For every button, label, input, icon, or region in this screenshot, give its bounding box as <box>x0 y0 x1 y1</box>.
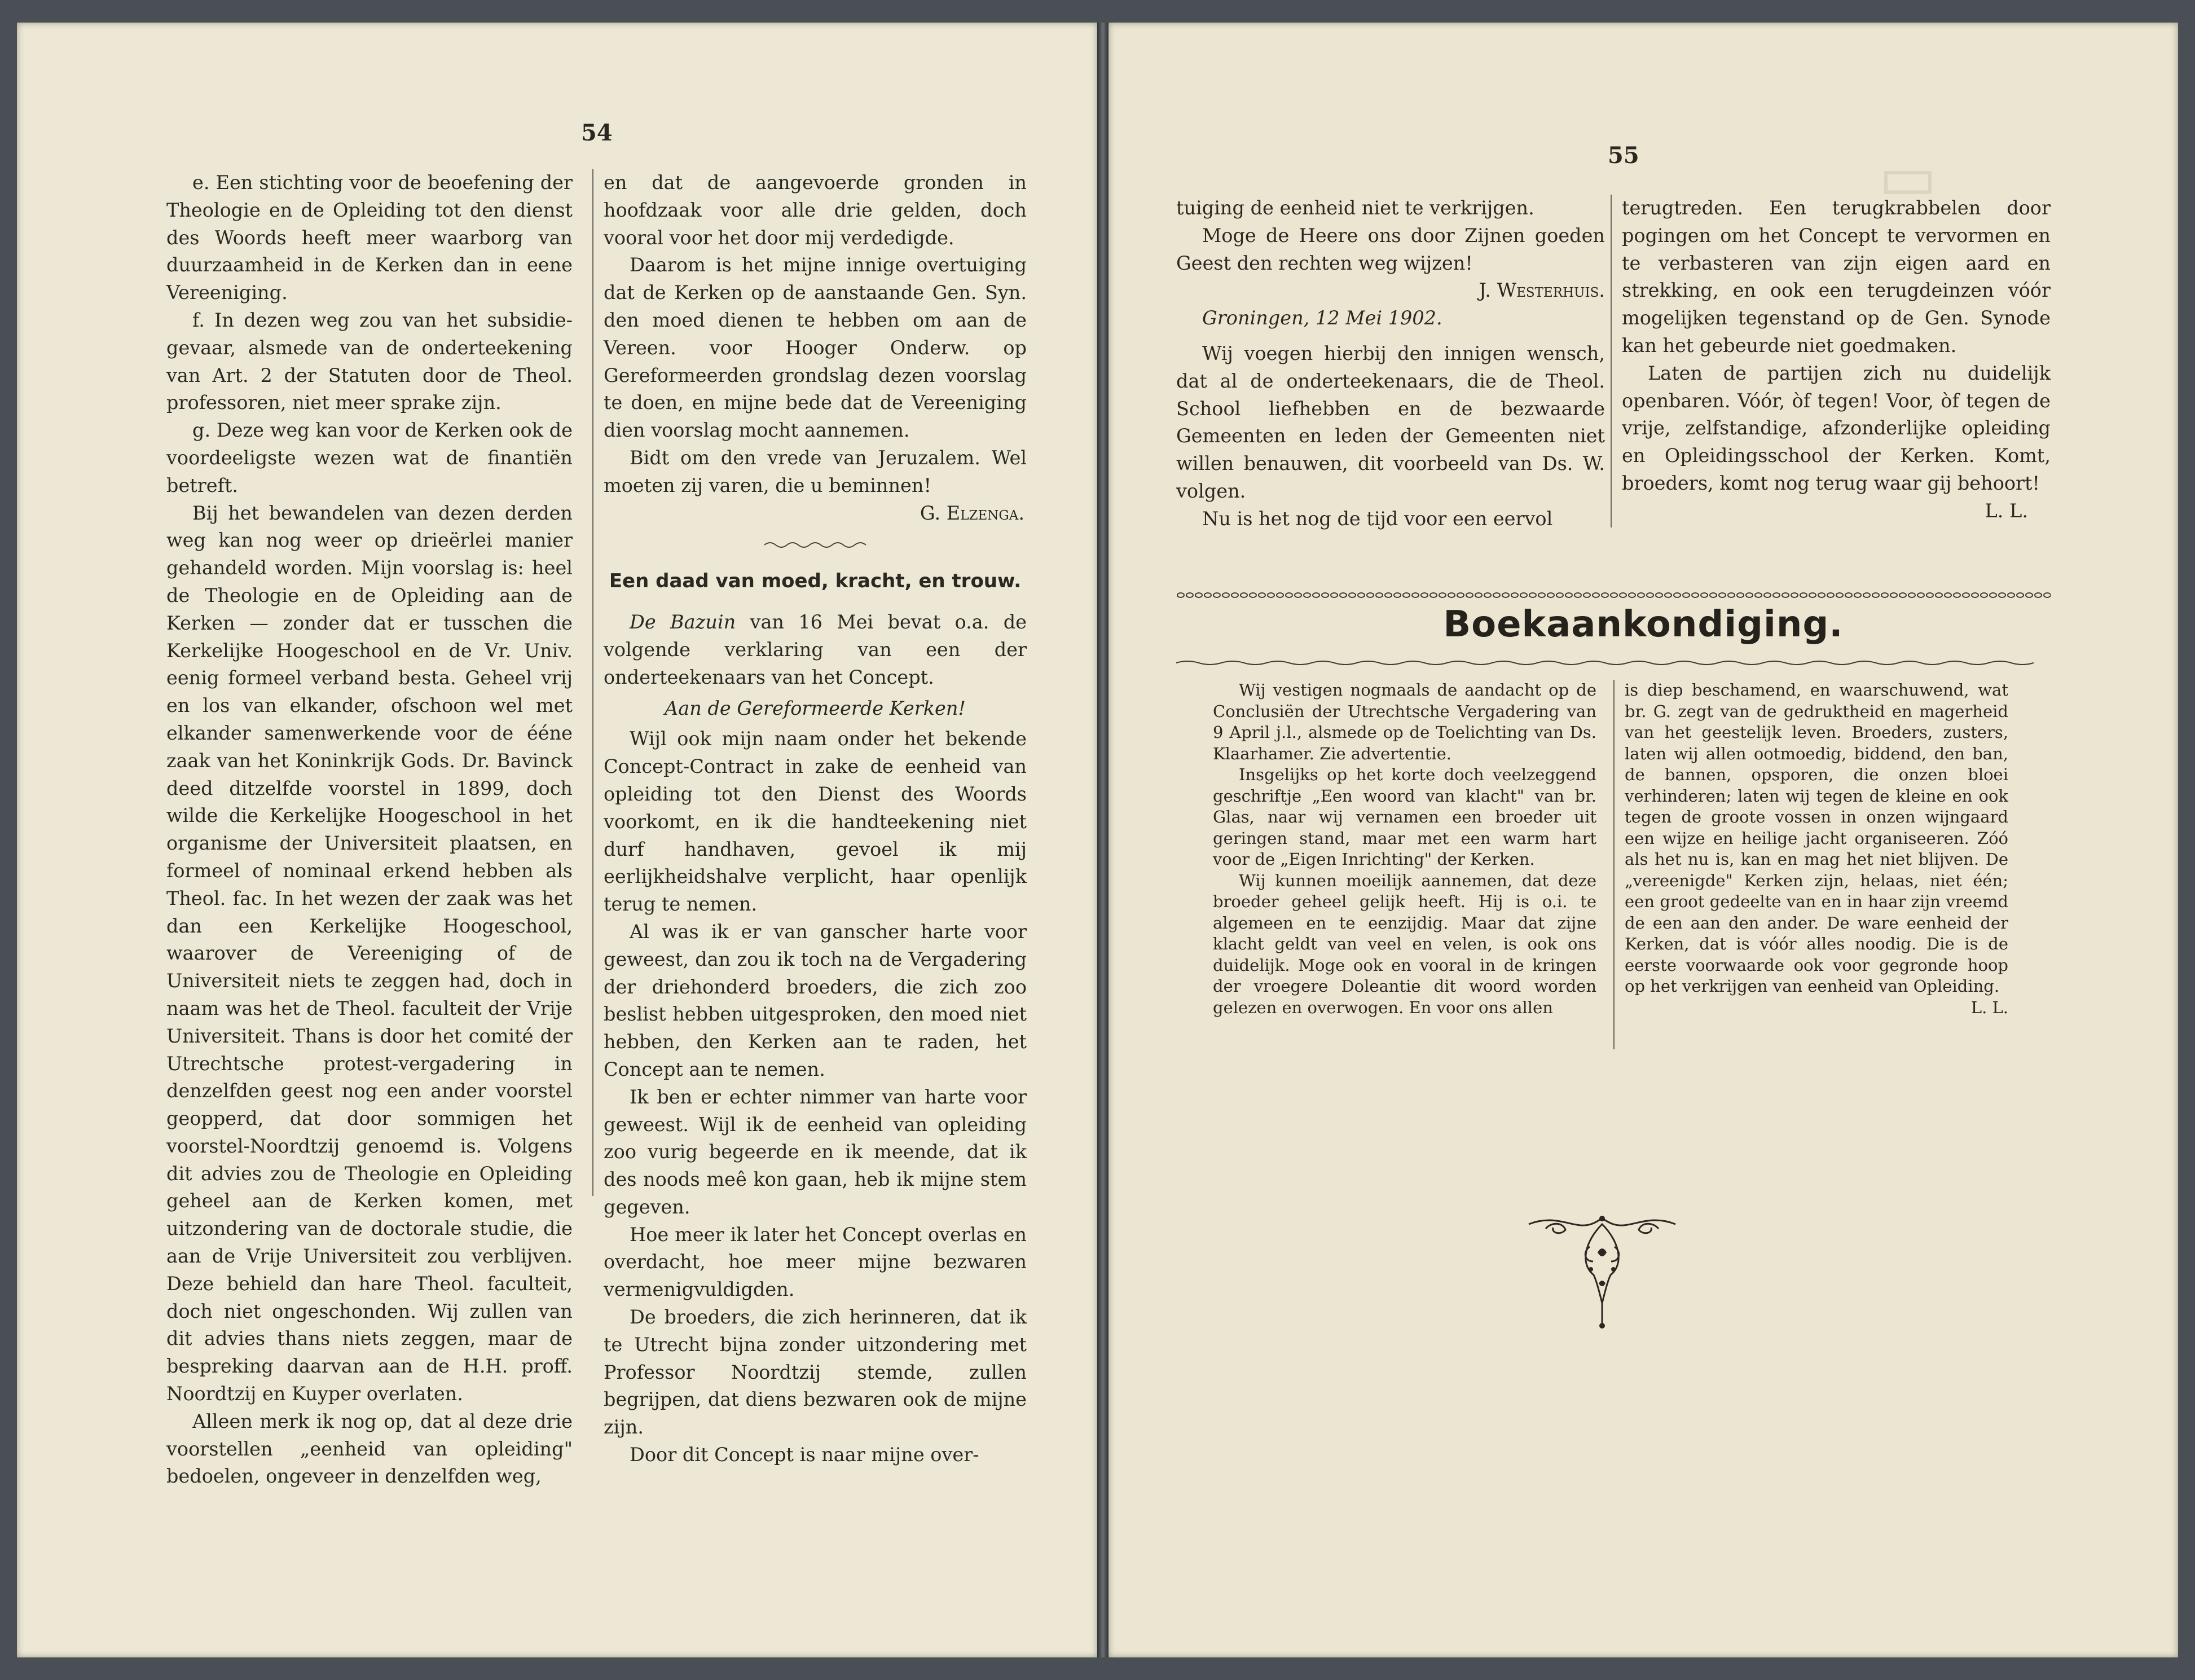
left-col2-body-paragraph: Wijl ook mijn naam onder het bekende Concept-Contract in zake de eenheid van opleiding tot den Dienst des Woords voorkomt, en ik die handteekening niet durf handhaven, gevoel ik mij eerlijkheidshalve verplicht, haar openlijk terug te nemen. <box>604 728 1027 916</box>
right-column-1 <box>1176 195 1605 533</box>
left-col1-paragraph: Bij het bewandelen van dezen derden weg kan nog weer op drieërlei manier gehandeld worden. Mijn voorslag is: heel de Theologie en de Opleiding aan de Kerken — zonder dat er tusschen die Kerkelijke Hoogeschool en de Vr. Univ. eenig formeel verband besta. Geheel vrij en los van elkander, ofschoon wel met elkander samenwerkende voor de ééne zaak van het Koninkrijk Gods. Dr. Bavinck deed ditzelfde voorstel in 1899, doch wilde die Kerkelijke Hoogeschool in het organisme der Universiteit plaatsen, en formeel of nominaal erkend hebben als Theol. fac. In het wezen der zaak was het dan een Kerkelijke Hoogeschool, waarover de Vereeniging of de Universiteit niets te zeggen had, doch in naam was het de Theol. faculteit der Vrije Universiteit. Thans is door het comité der Utrechtsche protest-vergadering in denzelfden geest nog een ander voorstel geopperd, dat door sommigen het voorstel-Noordtzij genoemd is. Volgens dit advies zou de Theologie en Opleiding geheel aan de Kerken komen, met uitzondering van de doctorale studie, die aan de Vrije Universiteit zou verblijven. Deze behield dan hare Theol. faculteit, doch niet ongeschonden. Wij zullen van dit advies thans niets zeggen, maar de bespreking daarvan aan de H.H. proff. Noordtzij en Kuyper overlaten. <box>166 502 573 1405</box>
right-col1-body-paragraph: Nu is het nog de tijd voor een eervol <box>1202 507 1553 530</box>
left-col1-paragraph: f. In dezen weg zou van het subsidie-gevaar, alsmede van de onderteekening van Art. 2 der Statuten door de Theol. professoren, niet meer sprake zijn. <box>166 309 573 414</box>
left-col2-body-paragraph: Hoe meer ik later het Concept overlas en overdacht, hoe meer mijne bezwaren vermenigvuldigden. <box>604 1223 1027 1301</box>
ornamental-rule <box>1176 590 2051 601</box>
section-title-boekaankondiging: Boekaankondiging. <box>1443 604 1844 645</box>
left-col2-top-text <box>604 169 1027 500</box>
right-col1-top-paragraph: tuiging de eenheid niet te verkrijgen. <box>1176 197 1534 219</box>
right-col2-top-text <box>1622 195 2051 498</box>
section-divider <box>759 539 872 551</box>
left-col2-top-paragraph: Daarom is het mijne innige overtuiging dat de Kerken op de aanstaande Gen. Syn. den moed dienen te hebben om aan de Vereen. voor Hooger Onderw. op Gereformeerden grondslag dezen voorslag te doen, en mijne bede dat de Vereeniging dien voorslag mocht aannemen. <box>604 254 1027 442</box>
right-col2-top-paragraph: Laten de partijen zich nu duidelijk openbaren. Vóór, òf tegen! Voor, òf tegen de vrije, zelfstandige, afzonderlijke opleiding en Opleidingsschool der Kerken. Komt, broeders, komt nog terug waar gij behoort! <box>1622 362 2051 494</box>
right-col1-body-paragraph: Wij voegen hierbij den innigen wensch, dat al de onderteekenaars, die de Theol. School liefhebben en de bezwaarde Gemeenten en leden der Gemeenten niet willen benauwen, dit voorbeeld van Ds. W. volgen. <box>1176 342 1605 502</box>
right-col1-top-paragraph: Moge de Heere ons door Zijnen goeden Geest den rechten weg wijzen! <box>1176 224 1605 274</box>
column-rule-book <box>1613 680 1615 1049</box>
salutation: Aan de Gereformeerde Kerken! <box>665 697 966 719</box>
place-date: Groningen, 12 Mei 1902. <box>1202 307 1442 329</box>
signature-elzenga: G. Elzenga. <box>920 502 1024 524</box>
signature-ll-top: L. L. <box>1985 499 2028 522</box>
left-col2-top-paragraph: Bidt om den vrede van Jeruzalem. Wel moeten zij varen, die u beminnen! <box>604 446 1027 496</box>
book-col1-paragraph: Insgelijks op het korte doch veelzeggend geschriftje „Een woord van klacht" van br. Glas, naar wij vernamen een broeder uit geringen stand, maar met een warm hart voor de „Eigen Inrichting" der Kerken. <box>1213 765 1596 869</box>
book-col2-text <box>1625 680 2008 997</box>
left-col2-body-paragraph: Door dit Concept is naar mijne over- <box>630 1444 979 1466</box>
left-col1-paragraph: Alleen merk ik nog op, dat al deze drie voorstellen „eenheid van opleiding" bedoelen, ongeveer in denzelfden weg, <box>166 1410 573 1488</box>
book-col2-paragraph: is diep beschamend, en waarschuwend, wat br. G. zegt van de gedruktheid en magerheid van het geestelijk leven. Broeders, zusters, laten wij allen ootmoedig, biddend, den ban, de bannen, opsporen, die onzen bloei verhinderen; laten wij tegen de kleine en ook tegen de groote vossen in onzen wijngaard een wijze en heilige jacht organiseeren. Zóó als het nu is, kan en mag het niet blijven. De „vereenigde" Kerken zijn, helaas, niet één; een groot gedeelte van en in haar zijn vreemd de een aan den ander. De ware eenheid der Kerken, dat is vóór alles noodig. Die is de eerste voorwaarde ook voor gegronde hoop op het verkrijgen van eenheid van Opleiding. <box>1625 680 2008 996</box>
bazuin-ref: De Bazuin <box>630 611 736 634</box>
signature-ll-book: L. L. <box>1970 997 2008 1017</box>
fleuron-ornament-icon <box>1523 1207 1681 1331</box>
book-col1-paragraph: Wij vestigen nogmaals de aandacht op de Conclusiën der Utrechtsche Vergadering van 9 April j.l., alsmede op de Toelichting van Ds. Klaarhamer. Zie advertentie. <box>1213 680 1596 763</box>
show-through-decoration: ▭ <box>1879 141 1937 213</box>
left-column-1 <box>166 169 573 1490</box>
left-col1-paragraph: g. Deze weg kan voor de Kerken ook de voordeeligste wezen wat de finantiën betreft. <box>166 419 573 496</box>
title-underline <box>1176 659 2051 667</box>
article-intro: De Bazuin van 16 Mei bevat o.a. de volgende verklaring van een der onderteekenaars van het Concept. <box>604 611 1027 688</box>
left-col2-body-text <box>604 725 1027 1469</box>
right-col2-top-paragraph: terugtreden. Een terugkrabbelen door pogingen om het Concept te vervormen en te verbasteren van zijn eigen aard en strekking, en ook een terugdeinzen vóór mogelijken tegenstand op de Gen. Synode kan het gebeurde niet goedmaken. <box>1622 197 2051 357</box>
book-column-1 <box>1213 680 1596 1018</box>
left-col1-paragraph: e. Een stichting voor de beoefening der Theologie en de Opleiding tot den dienst des Woords heeft meer waarborg van duurzaamheid in de Kerken dan in eene Vereeniging. <box>166 171 573 304</box>
left-col2-top-paragraph: en dat de aangevoerde gronden in hoofdzaak voor alle drie gelden, doch vooral voor het door mij verdedigde. <box>604 171 1027 249</box>
right-column-2 <box>1622 195 2051 525</box>
left-col2-body-paragraph: Al was ik er van ganscher harte voor geweest, dan zou ik toch na de Vergadering der driehonderd broeders, die zich zoo beslist hebben uitgesproken, den moed niet hebben, den Kerken aan te raden, het Concept aan te nemen. <box>604 920 1027 1080</box>
book-column-2 <box>1625 680 2008 1018</box>
book-col1-paragraph: Wij kunnen moeilijk aannemen, dat deze broeder geheel gelijk heeft. Hij is o.i. te algemeen en te eenzijdig. Maar dat zijne klacht geldt van veel en velen, is ook ons duidelijk. Moge ook en vooral in de kringen der vroegere Doleantie dit woord worden gelezen en overwogen. En voor ons allen <box>1213 870 1596 1017</box>
column-rule-left <box>592 169 593 1196</box>
book-col1-text <box>1213 680 1596 1018</box>
signature-westerhuis: J. Westerhuis. <box>1479 279 1605 302</box>
right-col1-top-text <box>1176 195 1605 277</box>
left-column-2 <box>604 169 1027 1469</box>
column-rule-right-top <box>1611 195 1612 527</box>
article-heading: Een daad van moed, kracht, en trouw. <box>609 570 1022 593</box>
left-col2-body-paragraph: De broeders, die zich herinneren, dat ik te Utrecht bijna zonder uitzondering met Professor Noordtzij stemde, zullen begrijpen, dat diens bezwaren ook de mijne zijn. <box>604 1306 1027 1439</box>
page-number-right: 55 <box>1608 142 1639 169</box>
left-col2-body-paragraph: Ik ben er echter nimmer van harte voor geweest. Wijl ik de eenheid van opleiding zoo vurig begeerde en ik meende, dat ik des noods meê kon gaan, heb ik mijne stem gegeven. <box>604 1085 1027 1218</box>
right-col1-body-text <box>1176 340 1605 533</box>
book-spine <box>1097 23 1109 1657</box>
page-number-left: 54 <box>581 120 613 146</box>
